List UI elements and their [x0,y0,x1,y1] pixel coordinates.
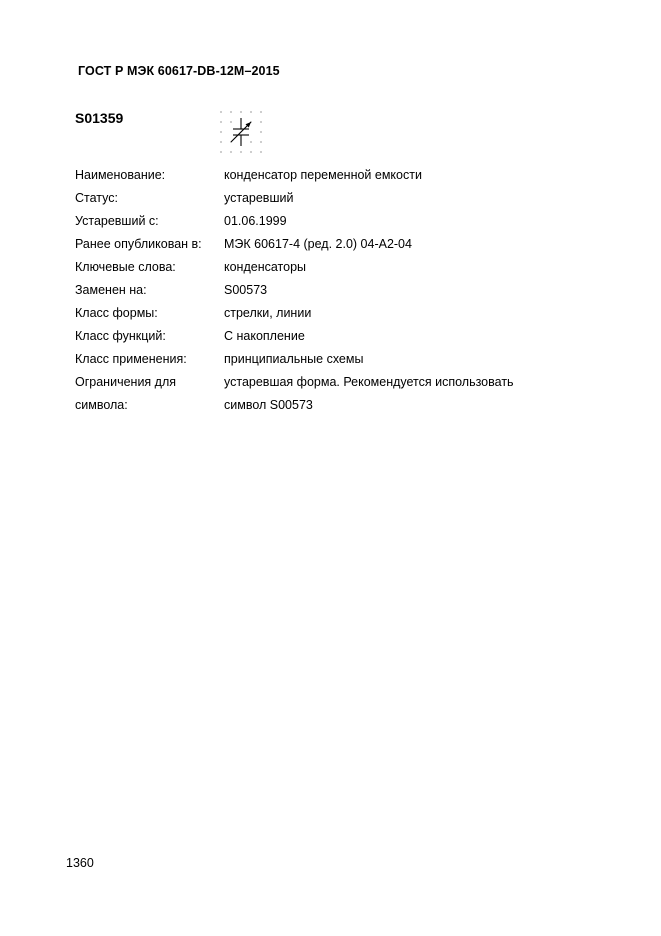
field-value: конденсатор переменной емкости [224,168,422,182]
field-value: C накопление [224,329,305,343]
field-label: Ключевые слова: [75,260,176,274]
field-row-shape-class [75,302,575,325]
field-label: Класс применения: [75,352,187,366]
field-label: символа: [75,398,128,412]
field-label: Статус: [75,191,118,205]
field-row-restrictions [75,371,575,394]
field-label: Наименование: [75,168,166,182]
field-row-function-class [75,325,575,348]
field-row-restrictions-continued [75,394,575,417]
field-value: символ S00573 [224,398,313,412]
field-value: конденсаторы [224,260,307,274]
field-label: Ранее опубликован в: [75,237,202,251]
field-value: S00573 [224,283,268,297]
field-label: Ограничения для [75,375,177,389]
field-row-application-class [75,348,575,371]
field-value: 01.06.1999 [224,214,287,228]
variable-capacitor-icon [218,108,262,160]
symbol-code: S01359 [75,110,124,126]
field-value: МЭК 60617-4 (ред. 2.0) 04-A2-04 [224,237,412,251]
field-row-replaced-by [75,279,575,302]
field-row-name [75,164,575,187]
field-row-status [75,187,575,210]
page-number: 1360 [66,856,94,870]
field-label: Устаревший с: [75,214,159,228]
field-value: устаревшая форма. Рекомендуется использовать [224,375,514,389]
field-label: Класс формы: [75,306,158,320]
field-value: стрелки, линии [224,306,312,320]
field-row-previously-published [75,233,575,256]
field-value: устаревший [224,191,294,205]
field-label: Класс функций: [75,329,166,343]
field-list [75,164,575,417]
field-label: Заменен на: [75,283,147,297]
field-row-keywords [75,256,575,279]
field-row-obsolete-since [75,210,575,233]
field-value: принципиальные схемы [224,352,364,366]
document-header: ГОСТ Р МЭК 60617-DB-12M–2015 [78,64,280,78]
